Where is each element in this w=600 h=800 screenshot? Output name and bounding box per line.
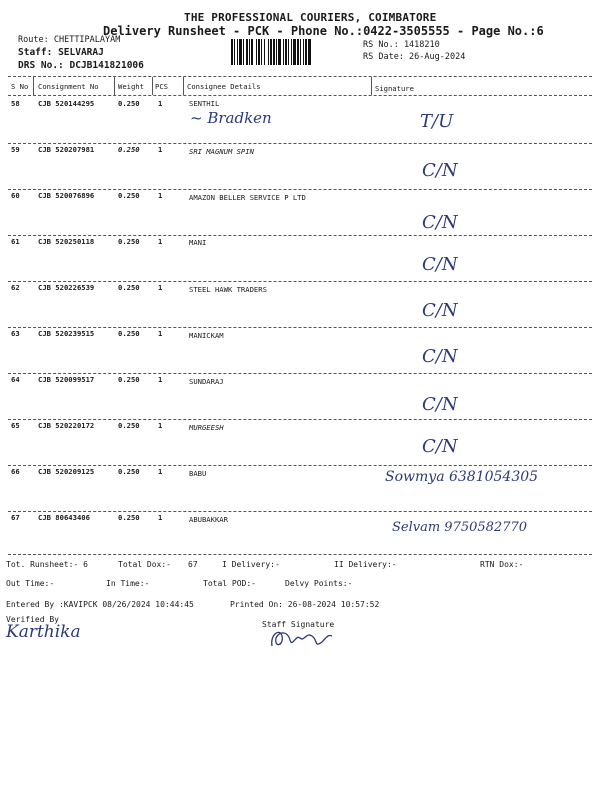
route-label: Route: <box>18 35 49 45</box>
in-time: In Time:- <box>106 579 150 588</box>
row-pcs: 1 <box>158 237 163 246</box>
row-weight: 0.250 <box>118 467 140 476</box>
row-handwritten-note: ~ Bradken <box>190 109 272 127</box>
row-signature: C/N <box>422 212 458 233</box>
col-header-weight: Weight <box>118 82 144 91</box>
row-consignment-no: CJB 80643406 <box>38 513 90 522</box>
row-sno: 59 <box>11 145 20 154</box>
row-pcs: 1 <box>158 467 163 476</box>
row-pcs: 1 <box>158 329 163 338</box>
row-consignee: STEEL HAWK TRADERS <box>189 285 267 294</box>
row-signature: Sowmya 6381054305 <box>385 469 539 485</box>
row-pcs: 1 <box>158 283 163 292</box>
row-sno: 60 <box>11 191 20 200</box>
row-consignment-no: CJB 520250118 <box>38 237 95 246</box>
drs-row <box>18 60 144 71</box>
row-weight: 0.250 <box>118 329 140 338</box>
row-weight: 0.250 <box>118 513 140 522</box>
row-sno: 66 <box>11 467 20 476</box>
verified-by-signature: Karthika <box>6 622 81 642</box>
ii-delivery: II Delivery:- <box>334 560 397 569</box>
row-consignee: BABU <box>189 469 207 478</box>
delvy-points: Delvy Points:- <box>285 579 353 588</box>
row-pcs: 1 <box>158 375 163 384</box>
row-signature: C/N <box>422 300 458 321</box>
row-sno: 67 <box>11 513 20 522</box>
drs-value: DCJB141821006 <box>69 60 144 71</box>
row-sno: 62 <box>11 283 20 292</box>
row-consignment-no: CJB 520076896 <box>38 191 95 200</box>
company-title: THE PROFESSIONAL COURIERS, COIMBATORE <box>184 11 437 24</box>
row-consignment-no: CJB 520207981 <box>38 145 95 154</box>
row-signature: C/N <box>422 254 458 275</box>
row-weight: 0.250 <box>118 99 140 108</box>
row-weight: 0.250 <box>118 421 140 430</box>
rtn-dox: RTN Dox:- <box>480 560 524 569</box>
row-consignee: AMAZON BELLER SERVICE P LTD <box>189 193 306 202</box>
row-weight: 0.250 <box>118 375 140 384</box>
route-row <box>18 35 120 45</box>
row-pcs: 1 <box>158 145 163 154</box>
row-signature: C/N <box>422 394 458 415</box>
total-dox-value: 67 <box>188 560 198 569</box>
total-pod: Total POD:- <box>203 579 256 588</box>
printed-on: Printed On: 26-08-2024 10:57:52 <box>230 600 380 609</box>
row-sno: 65 <box>11 421 20 430</box>
row-sno: 63 <box>11 329 20 338</box>
col-header-signature: Signature <box>375 84 414 93</box>
staff-value: SELVARAJ <box>58 47 104 58</box>
row-weight: 0.250 <box>118 191 140 200</box>
staff-signature-mark <box>266 624 336 654</box>
row-consignment-no: CJB 520099517 <box>38 375 95 384</box>
verified-by-label: Verified By <box>6 615 59 624</box>
staff-row <box>18 47 104 58</box>
row-consignment-no: CJB 520239515 <box>38 329 95 338</box>
row-weight: 0.250 <box>118 283 140 292</box>
col-header-sno: S No <box>11 82 29 91</box>
col-header-pcs: PCS <box>155 82 168 91</box>
row-pcs: 1 <box>158 99 163 108</box>
total-dox-label: Total Dox:- <box>118 560 171 569</box>
tot-runsheet: Tot. Runsheet:- 6 <box>6 560 88 569</box>
row-consignee: SUNDARAJ <box>189 377 224 386</box>
rs-number: RS No.: 1418210 <box>363 40 440 50</box>
barcode <box>231 39 357 65</box>
row-weight: 0.250 <box>118 145 140 154</box>
row-consignment-no: CJB 520220172 <box>38 421 95 430</box>
route-value: CHETTIPALAYAM <box>53 35 121 45</box>
i-delivery: I Delivery:- <box>222 560 280 569</box>
row-consignee: SRI MAGNUM SPIN <box>189 147 254 156</box>
runsheet-title: Delivery Runsheet - PCK - Phone No.:0422-3505555 - Page No.:6 <box>103 24 544 38</box>
row-consignee: MANICKAM <box>189 331 224 340</box>
row-pcs: 1 <box>158 421 163 430</box>
row-pcs: 1 <box>158 513 163 522</box>
row-consignee: ABUBAKKAR <box>189 515 228 524</box>
staff-signature-label: Staff Signature <box>262 620 335 629</box>
staff-label: Staff: <box>18 47 53 58</box>
drs-label: DRS No.: <box>18 60 64 71</box>
entered-by: Entered By :KAVIPCK 08/26/2024 10:44:45 <box>6 600 194 609</box>
row-signature: T/U <box>420 111 454 132</box>
col-header-consignment: Consignment No <box>38 82 99 91</box>
rs-date: RS Date: 26-Aug-2024 <box>363 52 466 62</box>
row-consignee: MURGEESH <box>189 423 224 432</box>
row-consignment-no: CJB 520144295 <box>38 99 95 108</box>
row-sno: 61 <box>11 237 20 246</box>
row-consignment-no: CJB 520209125 <box>38 467 95 476</box>
row-signature: C/N <box>422 436 458 457</box>
row-sno: 64 <box>11 375 20 384</box>
row-consignee: MANI <box>189 238 207 247</box>
row-consignment-no: CJB 520226539 <box>38 283 95 292</box>
row-signature: C/N <box>422 346 458 367</box>
row-signature: Selvam 9750582770 <box>392 520 528 535</box>
row-consignee: SENTHIL <box>189 99 220 108</box>
out-time: Out Time:- <box>6 579 55 588</box>
row-sno: 58 <box>11 99 20 108</box>
col-header-consignee: Consignee Details <box>187 82 261 91</box>
row-signature: C/N <box>422 160 458 181</box>
row-weight: 0.250 <box>118 237 140 246</box>
row-pcs: 1 <box>158 191 163 200</box>
